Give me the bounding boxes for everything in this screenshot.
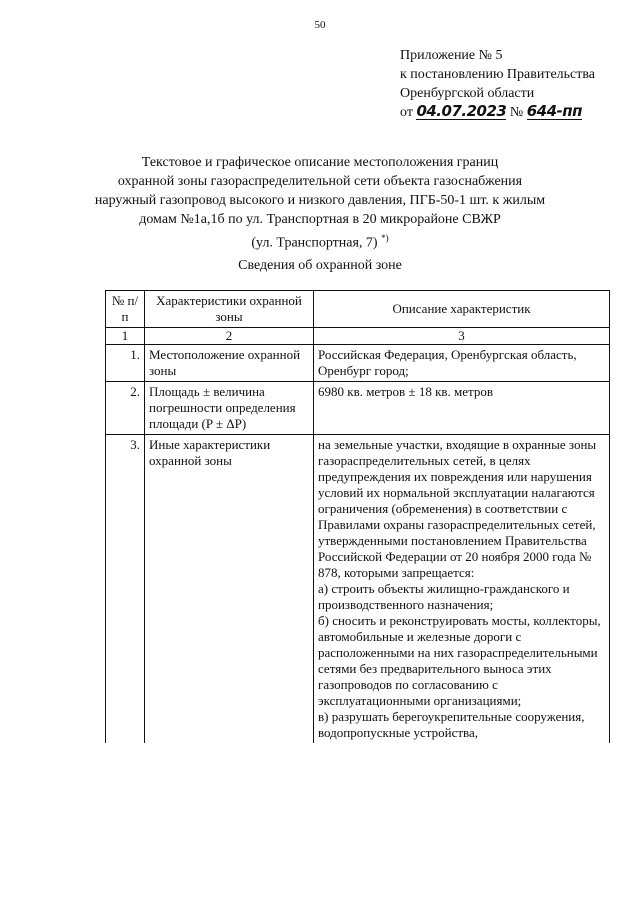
footnote-mark: *) [381,233,389,243]
row-name: Площадь ± величина погрешности определения площади (P ± ΔP) [145,382,314,435]
table-row [106,382,610,435]
column-number: 3 [314,328,610,345]
protected-zone-table [105,290,610,743]
row-number: 2. [106,382,145,435]
number-sign: № [509,105,524,120]
description-paragraph: на земельные участки, входящие в охранные зоны газораспределительных сетей, в целях предупреждения их повреждения или нарушения условий их нормальной эксплуатации налагаются ограничения (обременения) в соответствии с Правилами охраны газораспределительных сетей, утвержденными постановлением Правительства Российской Федерации от 20 ноября 2000 года № 878, которыми запрещается: [318,437,597,580]
row-name: Иные характеристики охранной зоны [145,435,314,744]
header-description: Описание характеристик [314,291,610,328]
appendix-date-line [400,103,595,122]
title-line: Текстовое и графическое описание местоположения границ [141,155,499,170]
title-line: наружный газопровод высокого и низкого давления, ПГБ-50-1 шт. к жилым [94,193,546,208]
document-title [90,153,550,253]
description-paragraph: б) сносить и реконструировать мосты, коллекторы, автомобильные и железные дороги с расположенными на них газораспределительными сетями без предварительного выноса этих газопроводов по согласованию с эксплуатационными организациями; [318,613,601,708]
row-name: Местоположение охранной зоны [145,345,314,382]
handwritten-date: 04.07.2023 [416,102,507,120]
column-number: 1 [106,328,145,345]
column-number: 2 [145,328,314,345]
title-line: (ул. Транспортная, 7) [251,235,378,251]
row-description [314,435,610,744]
description-paragraph: в) разрушать берегоукрепительные сооружения, водопропускные устройства, [318,709,585,740]
description-paragraph: а) строить объекты жилищно-гражданского и производственного назначения; [318,581,570,612]
title-line-last [90,229,550,253]
handwritten-number: 644-пп [526,102,582,120]
appendix-line-2: к постановлению Правительства [400,67,596,82]
header-number: № п/п [106,291,145,328]
appendix-block [400,46,595,122]
table-header-row [106,291,610,328]
row-description: 6980 кв. метров ± 18 кв. метров [314,382,610,435]
date-prefix: от [400,105,413,120]
row-description: Российская Федерация, Оренбургская область, Оренбург город; [314,345,610,382]
row-number: 1. [106,345,145,382]
table-row [106,345,610,382]
row-number: 3. [106,435,145,744]
column-number-row [106,328,610,345]
section-subtitle: Сведения об охранной зоне [238,258,402,273]
title-line: домам №1а,1б по ул. Транспортная в 20 микрорайоне СВЖР [139,212,501,227]
appendix-line-1: Приложение № 5 [400,48,503,63]
table-row [106,435,610,744]
title-line: охранной зоны газораспределительной сети объекта газоснабжения [117,174,523,189]
appendix-line-3: Оренбургской области [400,86,535,101]
page-number: 50 [314,19,326,31]
header-characteristics: Характеристики охранной зоны [145,291,314,328]
